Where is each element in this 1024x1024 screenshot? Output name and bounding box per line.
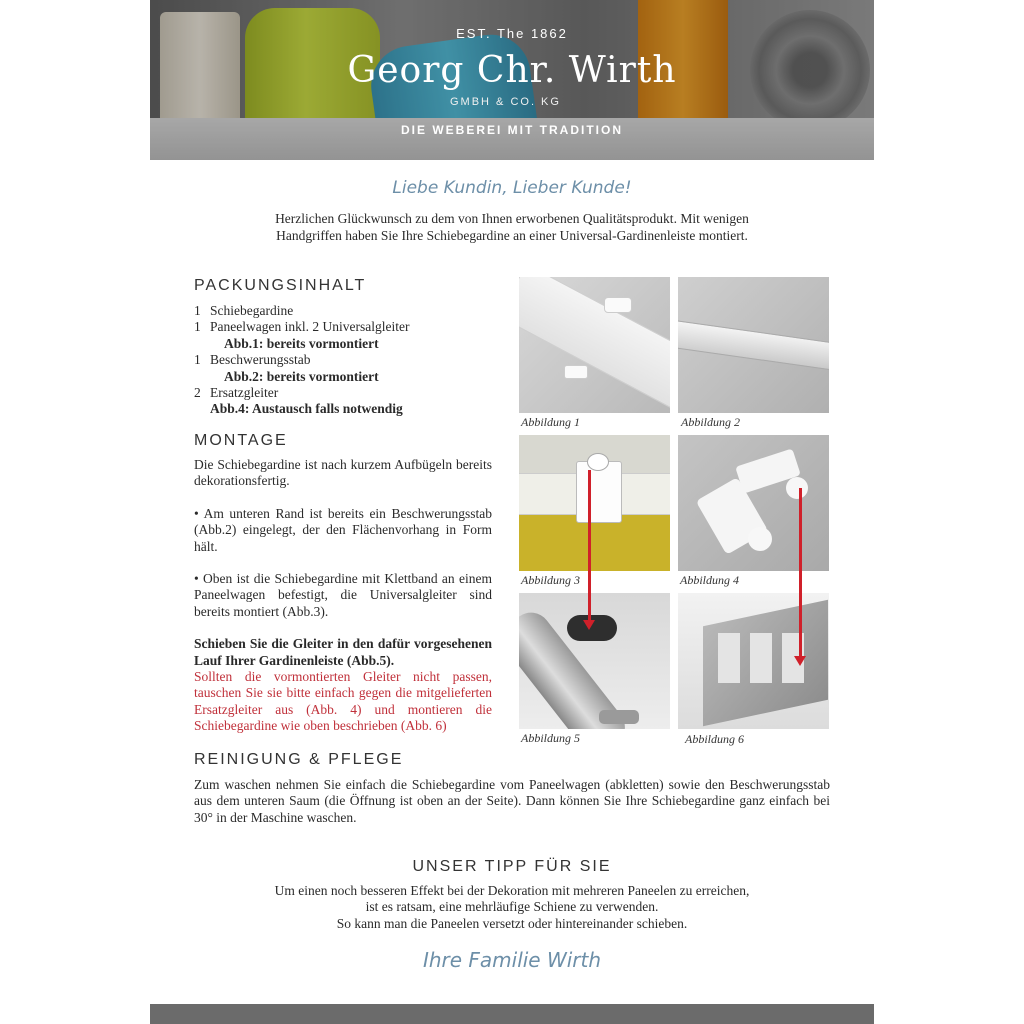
section-title-packungsinhalt: PACKUNGSINHALT bbox=[194, 277, 367, 294]
section-title-tipp: UNSER TIPP FÜR SIE bbox=[412, 858, 612, 875]
signature: Ihre Familie Wirth bbox=[422, 948, 602, 972]
package-contents-list bbox=[194, 303, 504, 418]
footer-bar bbox=[150, 1004, 874, 1024]
figure-5-image bbox=[519, 593, 670, 729]
section-title-reinigung: REINIGUNG & PFLEGE bbox=[194, 751, 404, 768]
figure-4-image bbox=[678, 435, 829, 571]
figure-5-caption: Abbildung 5 bbox=[521, 731, 580, 745]
montage-paragraph: • Oben ist die Schiebegardine mit Klettband an einem Paneelwagen befestigt, die Universalgleiter sind bereits montiert (Abb.3). bbox=[194, 571, 492, 619]
brand-subtitle: GMBH & CO. KG bbox=[450, 96, 561, 108]
greeting: Liebe Kundin, Lieber Kunde! bbox=[392, 178, 632, 198]
figure-3-caption: Abbildung 3 bbox=[521, 573, 580, 587]
figure-2-caption: Abbildung 2 bbox=[681, 415, 740, 429]
tipp-line: So kann man die Paneelen versetzt oder hintereinander schieben. bbox=[336, 915, 688, 931]
red-arrow-icon bbox=[588, 470, 591, 620]
montage-paragraph: Die Schiebegardine ist nach kurzem Aufbügeln bereits dekorationsfertig. bbox=[194, 457, 492, 489]
figure-1-caption: Abbildung 1 bbox=[521, 415, 580, 429]
established-text: EST. The 1862 bbox=[456, 26, 568, 41]
brand-logo-text: Georg Chr. Wirth bbox=[347, 50, 677, 91]
list-note: Abb.2: bereits vormontiert bbox=[224, 368, 379, 384]
tagline: DIE WEBEREI MIT TRADITION bbox=[401, 123, 623, 137]
figure-6-caption: Abbildung 6 bbox=[685, 732, 744, 746]
montage-paragraph: • Am unteren Rand ist bereits ein Beschwerungsstab (Abb.2) eingelegt, der den Flächenvorhang in Form hält. bbox=[194, 505, 492, 554]
list-note: Abb.1: bereits vormontiert bbox=[224, 335, 379, 351]
list-note: Abb.4: Austausch falls notwendig bbox=[210, 401, 403, 417]
tipp-line: ist es ratsam, eine mehrläufige Schiene zu verwenden. bbox=[365, 899, 659, 915]
tipp-text bbox=[150, 883, 874, 932]
figure-3-image bbox=[519, 435, 670, 571]
tipp-line: Um einen noch besseren Effekt bei der Dekoration mit mehreren Paneelen zu erreichen, bbox=[274, 883, 750, 898]
list-item: 1 Beschwerungsstab bbox=[194, 352, 311, 368]
figure-6-image bbox=[678, 593, 829, 729]
montage-instruction: Schieben Sie die Gleiter in den dafür vorgesehenen Lauf Ihrer Gardinenleiste (Abb.5). bbox=[194, 636, 492, 668]
figure-1-image bbox=[519, 277, 670, 413]
figure-4-caption: Abbildung 4 bbox=[680, 573, 739, 587]
header-banner bbox=[150, 0, 874, 160]
montage-warning: Sollten die vormontierten Gleiter nicht passen, tauschen Sie sie bitte einfach gegen die mitgelieferten Ersatzgleiter aus (Abb. 4) und montieren die Schiebegardine wie oben beschrieben (Abb. 6) bbox=[194, 669, 492, 734]
red-arrow-icon bbox=[799, 488, 802, 658]
red-arrowhead-icon bbox=[583, 620, 595, 630]
montage-text bbox=[194, 457, 492, 735]
intro-text: Herzlichen Glückwunsch zu dem von Ihnen erworbenen Qualitätsprodukt. Mit wenigen Handgriffen haben Sie Ihre Schiebegardine an einer Universal-Gardinenleiste montiert. bbox=[275, 211, 749, 243]
list-item: 1 Paneelwagen inkl. 2 Universalgleiter bbox=[194, 319, 410, 335]
red-arrowhead-icon bbox=[794, 656, 806, 666]
reinigung-text: Zum waschen nehmen Sie einfach die Schiebegardine vom Paneelwagen (abkletten) sowie den Beschwerungsstab aus dem unteren Saum (die Öffnung ist oben an der Seite). Dann können Sie Ihre Schiebegardine ganz einfach bei 30° in der Maschine waschen. bbox=[194, 777, 830, 825]
list-item: 1 Schiebegardine bbox=[194, 303, 294, 318]
section-title-montage: MONTAGE bbox=[194, 432, 288, 449]
figure-2-image bbox=[678, 277, 829, 413]
list-item: 2 Ersatzgleiter bbox=[194, 385, 279, 401]
